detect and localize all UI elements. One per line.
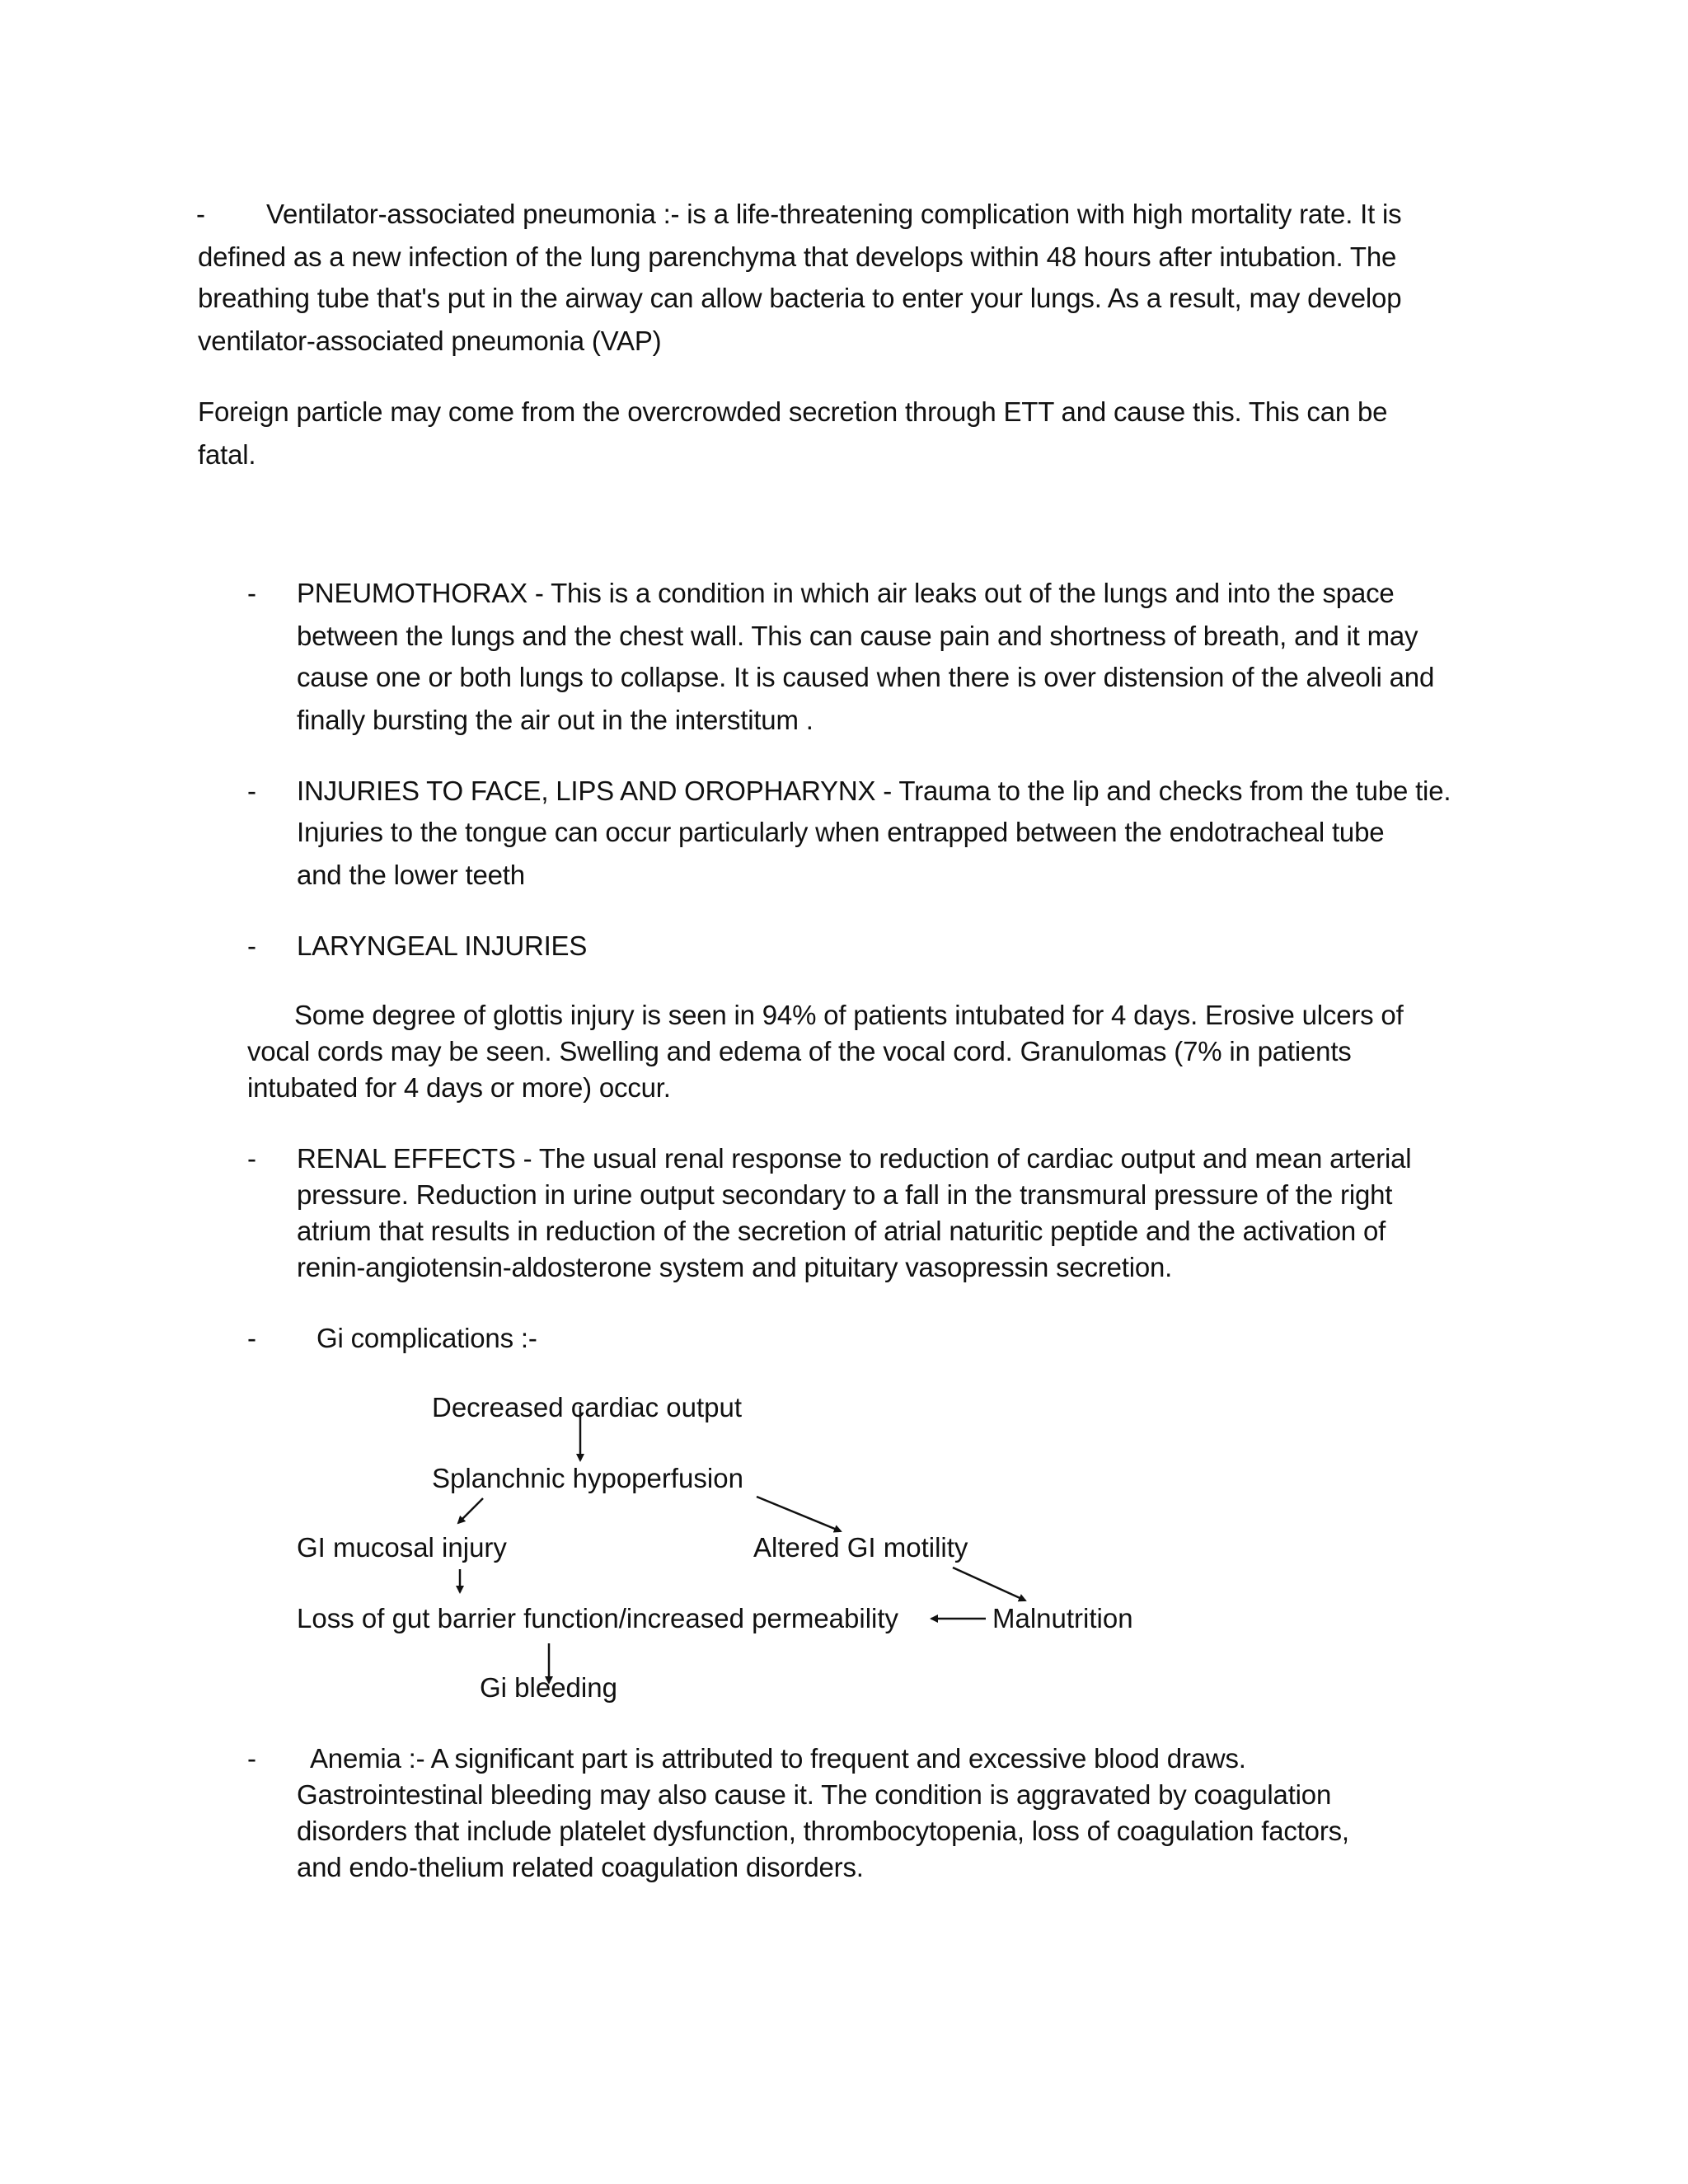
anemia-line-1: Anemia :- A significant part is attributed to frequent and excessive blood draws. bbox=[310, 1743, 1246, 1774]
pneumothorax-line-1: PNEUMOTHORAX - This is a condition in which air leaks out of the lungs and into the space bbox=[297, 578, 1395, 608]
renal-line-4: renin-angiotensin-aldosterone system and pituitary vasopressin secretion. bbox=[297, 1252, 1173, 1282]
laryngeal-line-2: vocal cords may be seen. Swelling and edema of the vocal cord. Granulomas (7% in patients bbox=[247, 1036, 1352, 1066]
anemia-line-4: and endo-thelium related coagulation disorders. bbox=[297, 1852, 864, 1882]
injuries-face-line-3: and the lower teeth bbox=[297, 860, 525, 890]
flow-gi-mucosal-injury: GI mucosal injury bbox=[297, 1532, 507, 1563]
foreign-line-2: fatal. bbox=[198, 439, 256, 470]
list-dash: - bbox=[247, 1743, 256, 1774]
injuries-face-line-2: Injuries to the tongue can occur particularly when entrapped between the endotracheal tube bbox=[297, 817, 1385, 847]
pneumothorax-line-2: between the lungs and the chest wall. This can cause pain and shortness of breath, and it may bbox=[297, 621, 1418, 651]
renal-line-2: pressure. Reduction in urine output secondary to a fall in the transmural pressure of the right bbox=[297, 1179, 1393, 1210]
pneumothorax-line-3: cause one or both lungs to collapse. It is caused when there is over distension of the alveoli and bbox=[297, 662, 1435, 692]
vap-line-2: defined as a new infection of the lung parenchyma that develops within 48 hours after intubation. The bbox=[198, 241, 1397, 272]
foreign-line-1: Foreign particle may come from the overcrowded secretion through ETT and cause this. This can be bbox=[198, 396, 1388, 427]
injuries-face-line-1: INJURIES TO FACE, LIPS AND OROPHARYNX - Trauma to the lip and checks from the tube tie. bbox=[297, 776, 1451, 806]
anemia-line-2: Gastrointestinal bleeding may also cause it. The condition is aggravated by coagulation bbox=[297, 1779, 1332, 1810]
flow-splanchnic-hypoperfusion: Splanchnic hypoperfusion bbox=[432, 1463, 743, 1493]
list-dash: - bbox=[196, 199, 205, 229]
renal-line-1: RENAL EFFECTS - The usual renal response to reduction of cardiac output and mean arterial bbox=[297, 1143, 1412, 1174]
renal-line-3: atrium that results in reduction of the secretion of atrial naturitic peptide and the activation of bbox=[297, 1216, 1386, 1246]
anemia-line-3: disorders that include platelet dysfunction, thrombocytopenia, loss of coagulation factors, bbox=[297, 1816, 1349, 1846]
flow-altered-gi-motility: Altered GI motility bbox=[753, 1532, 968, 1563]
list-dash: - bbox=[247, 776, 256, 806]
flow-gi-bleeding: Gi bleeding bbox=[480, 1672, 617, 1703]
arrow-motility-to-malnutrition bbox=[953, 1568, 1025, 1601]
list-dash: - bbox=[247, 578, 256, 608]
vap-line-1: Ventilator-associated pneumonia :- is a life-threatening complication with high mortality rate. It is bbox=[266, 199, 1402, 229]
vap-line-3: breathing tube that's put in the airway can allow bacteria to enter your lungs. As a result, may develop bbox=[198, 283, 1402, 313]
laryngeal-line-3: intubated for 4 days or more) occur. bbox=[247, 1072, 671, 1103]
list-dash: - bbox=[247, 1323, 256, 1353]
list-dash: - bbox=[247, 1143, 256, 1174]
gi-heading: Gi complications :- bbox=[316, 1323, 537, 1353]
pneumothorax-line-4: finally bursting the air out in the interstitum . bbox=[297, 705, 814, 735]
laryngeal-line-1: Some degree of glottis injury is seen in 94% of patients intubated for 4 days. Erosive ulcers of bbox=[294, 1000, 1404, 1030]
arrow-splanchnic-to-mucosal bbox=[458, 1498, 483, 1523]
flow-decreased-cardiac-output: Decreased cardiac output bbox=[432, 1392, 743, 1422]
laryngeal-heading: LARYNGEAL INJURIES bbox=[297, 930, 588, 961]
flow-loss-of-gut-barrier: Loss of gut barrier function/increased permeability bbox=[297, 1603, 899, 1633]
list-dash: - bbox=[247, 930, 256, 961]
arrow-splanchnic-to-motility bbox=[757, 1497, 841, 1531]
vap-line-4: ventilator-associated pneumonia (VAP) bbox=[198, 326, 662, 356]
flow-malnutrition: Malnutrition bbox=[992, 1603, 1133, 1633]
